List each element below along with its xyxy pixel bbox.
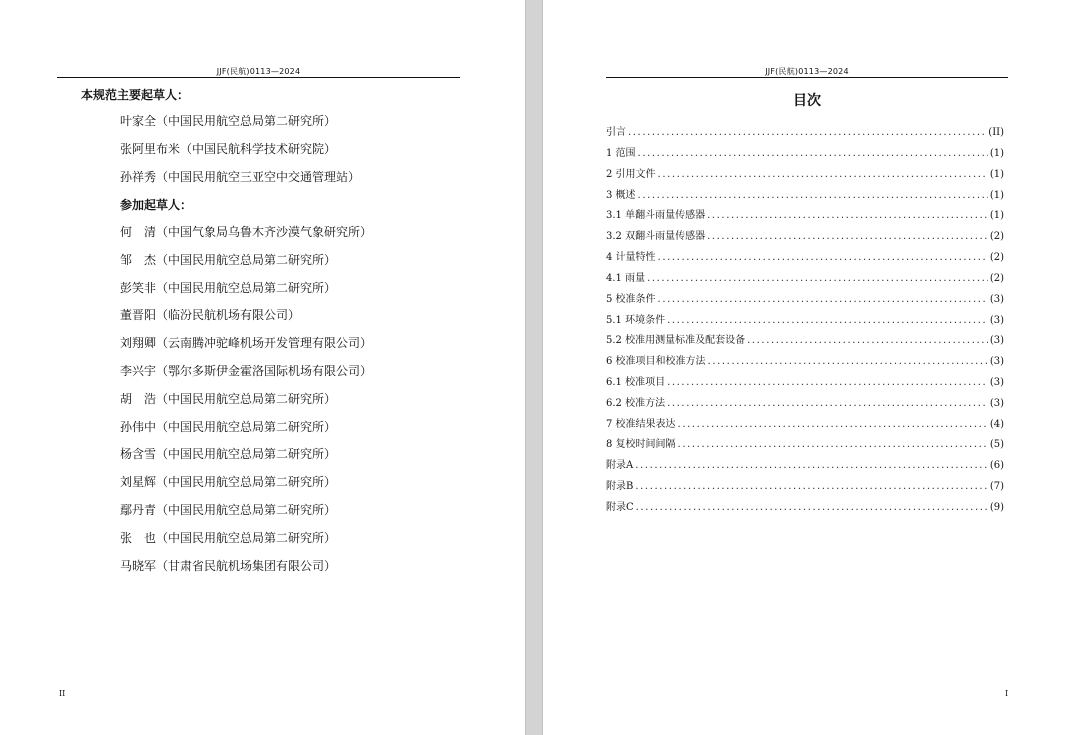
toc-entry-page: (3) xyxy=(989,398,1004,409)
toc-leader-dots xyxy=(667,377,988,388)
toc-entry-label: 5 校准条件 xyxy=(606,294,656,305)
participant-item: 鄢丹青（中国民用航空总局第二研究所） xyxy=(120,503,337,517)
toc-entry-page: (4) xyxy=(989,419,1004,430)
toc-leader-dots xyxy=(667,315,988,326)
toc-entry-page: (6) xyxy=(989,460,1004,471)
toc-entry[interactable] xyxy=(606,435,1004,450)
toc-entry-page: (II) xyxy=(988,127,1004,138)
participant-item: 张 也（中国民用航空总局第二研究所） xyxy=(120,531,337,545)
right-page-number: I xyxy=(1005,689,1009,698)
right-page xyxy=(543,0,1066,735)
toc-entry-label: 2 引用文件 xyxy=(606,169,656,180)
main-drafter-item: 孙祥秀（中国民用航空三亚空中交通管理站） xyxy=(120,170,361,184)
toc-entry[interactable] xyxy=(606,373,1004,388)
toc-entry[interactable] xyxy=(606,165,1004,180)
toc-entry-label: 6 校准项目和校准方法 xyxy=(606,356,706,367)
toc-leader-dots xyxy=(667,398,988,409)
toc-entry[interactable] xyxy=(606,227,1004,242)
toc-entry-label: 4.1 雨量 xyxy=(606,273,646,284)
toc-entry-label: 6.1 校准项目 xyxy=(606,377,666,388)
toc-leader-dots xyxy=(635,460,988,471)
left-header-rule xyxy=(57,77,460,78)
toc-entry-label: 4 计量特性 xyxy=(606,252,656,263)
toc-entry[interactable] xyxy=(606,331,1004,346)
toc-entry-page: (3) xyxy=(989,356,1004,367)
toc-leader-dots xyxy=(678,439,988,450)
toc-entry-page: (3) xyxy=(989,315,1004,326)
participant-item: 马晓军（甘肃省民航机场集团有限公司） xyxy=(120,559,337,573)
toc-entry[interactable] xyxy=(606,415,1004,430)
toc-leader-dots xyxy=(747,335,988,346)
toc-entry[interactable] xyxy=(606,456,1004,471)
toc-entry[interactable] xyxy=(606,290,1004,305)
toc-entry-page: (2) xyxy=(989,273,1004,284)
toc-entry[interactable] xyxy=(606,498,1004,513)
toc-entry-label: 7 校准结果表达 xyxy=(606,419,676,430)
toc-leader-dots xyxy=(707,231,988,242)
toc-entry[interactable] xyxy=(606,394,1004,409)
toc-title: 目次 xyxy=(793,93,821,109)
toc-leader-dots xyxy=(658,169,988,180)
toc-entry[interactable] xyxy=(606,144,1004,159)
toc-entry-page: (2) xyxy=(989,231,1004,242)
toc-entry[interactable] xyxy=(606,206,1004,221)
main-drafter-item: 张阿里布米（中国民航科学技术研究院） xyxy=(120,142,337,156)
toc-entry[interactable] xyxy=(606,123,1004,138)
toc-entry-label: 1 范围 xyxy=(606,148,636,159)
main-drafters-title: 本规范主要起草人： xyxy=(81,88,190,102)
toc-entry-page: (3) xyxy=(989,377,1004,388)
participant-item: 邹 杰（中国民用航空总局第二研究所） xyxy=(120,253,337,267)
toc-entry[interactable] xyxy=(606,269,1004,284)
toc-entry-page: (3) xyxy=(989,335,1004,346)
left-page-number: II xyxy=(59,689,66,698)
toc-entry-page: (1) xyxy=(989,190,1004,201)
toc-leader-dots xyxy=(638,148,988,159)
toc-entry-page: (5) xyxy=(989,439,1004,450)
toc-entry-label: 附录A xyxy=(606,460,634,471)
toc-leader-dots xyxy=(647,273,988,284)
participants-title: 参加起草人： xyxy=(120,198,193,212)
toc-entry-label: 5.2 校准用测量标准及配套设备 xyxy=(606,335,746,346)
toc-entry-label: 3 概述 xyxy=(606,190,636,201)
toc-entry-page: (9) xyxy=(989,502,1004,513)
toc-entry-label: 8 复校时间间隔 xyxy=(606,439,676,450)
toc-leader-dots xyxy=(638,190,988,201)
toc-entry-page: (7) xyxy=(989,481,1004,492)
left-page xyxy=(0,0,525,735)
toc-leader-dots xyxy=(678,419,988,430)
left-page-header: JJF(民航)0113—2024 xyxy=(216,67,301,76)
toc-leader-dots xyxy=(628,127,986,138)
participant-item: 刘翔卿（云南腾冲驼峰机场开发管理有限公司） xyxy=(120,336,373,350)
main-drafter-item: 叶家全（中国民用航空总局第二研究所） xyxy=(120,114,337,128)
participant-item: 胡 浩（中国民用航空总局第二研究所） xyxy=(120,392,337,406)
participant-item: 刘星辉（中国民用航空总局第二研究所） xyxy=(120,475,337,489)
toc-leader-dots xyxy=(707,210,988,221)
toc-entry[interactable] xyxy=(606,186,1004,201)
right-header-rule xyxy=(606,77,1008,78)
toc-entry[interactable] xyxy=(606,248,1004,263)
participant-item: 孙伟中（中国民用航空总局第二研究所） xyxy=(120,420,337,434)
participant-item: 董晋阳（临汾民航机场有限公司） xyxy=(120,308,301,322)
toc-leader-dots xyxy=(636,502,988,513)
participant-item: 杨含雪（中国民用航空总局第二研究所） xyxy=(120,447,337,461)
toc-leader-dots xyxy=(708,356,988,367)
participant-item: 李兴宇（鄂尔多斯伊金霍洛国际机场有限公司） xyxy=(120,364,373,378)
toc-entry-label: 6.2 校准方法 xyxy=(606,398,666,409)
toc-entry-label: 附录B xyxy=(606,481,634,492)
participant-item: 何 清（中国气象局乌鲁木齐沙漠气象研究所） xyxy=(120,225,373,239)
toc-entry-page: (1) xyxy=(989,148,1004,159)
toc-entry[interactable] xyxy=(606,477,1004,492)
toc-leader-dots xyxy=(658,294,988,305)
toc-entry[interactable] xyxy=(606,311,1004,326)
toc-leader-dots xyxy=(635,481,987,492)
toc-entry-page: (3) xyxy=(989,294,1004,305)
toc-entry-page: (2) xyxy=(989,252,1004,263)
right-page-header: JJF(民航)0113—2024 xyxy=(765,67,849,76)
toc-leader-dots xyxy=(658,252,988,263)
toc-entry-label: 3.1 单翻斗雨量传感器 xyxy=(606,210,706,221)
toc-entry[interactable] xyxy=(606,352,1004,367)
toc-entry-label: 5.1 环境条件 xyxy=(606,315,666,326)
toc-entry-page: (1) xyxy=(989,169,1004,180)
toc-entry-label: 附录C xyxy=(606,502,634,513)
toc-entry-label: 引言 xyxy=(606,127,626,138)
toc-entry-page: (1) xyxy=(989,210,1004,221)
participant-item: 彭笑非（中国民用航空总局第二研究所） xyxy=(120,281,337,295)
page-gutter xyxy=(525,0,543,735)
toc-entry-label: 3.2 双翻斗雨量传感器 xyxy=(606,231,706,242)
